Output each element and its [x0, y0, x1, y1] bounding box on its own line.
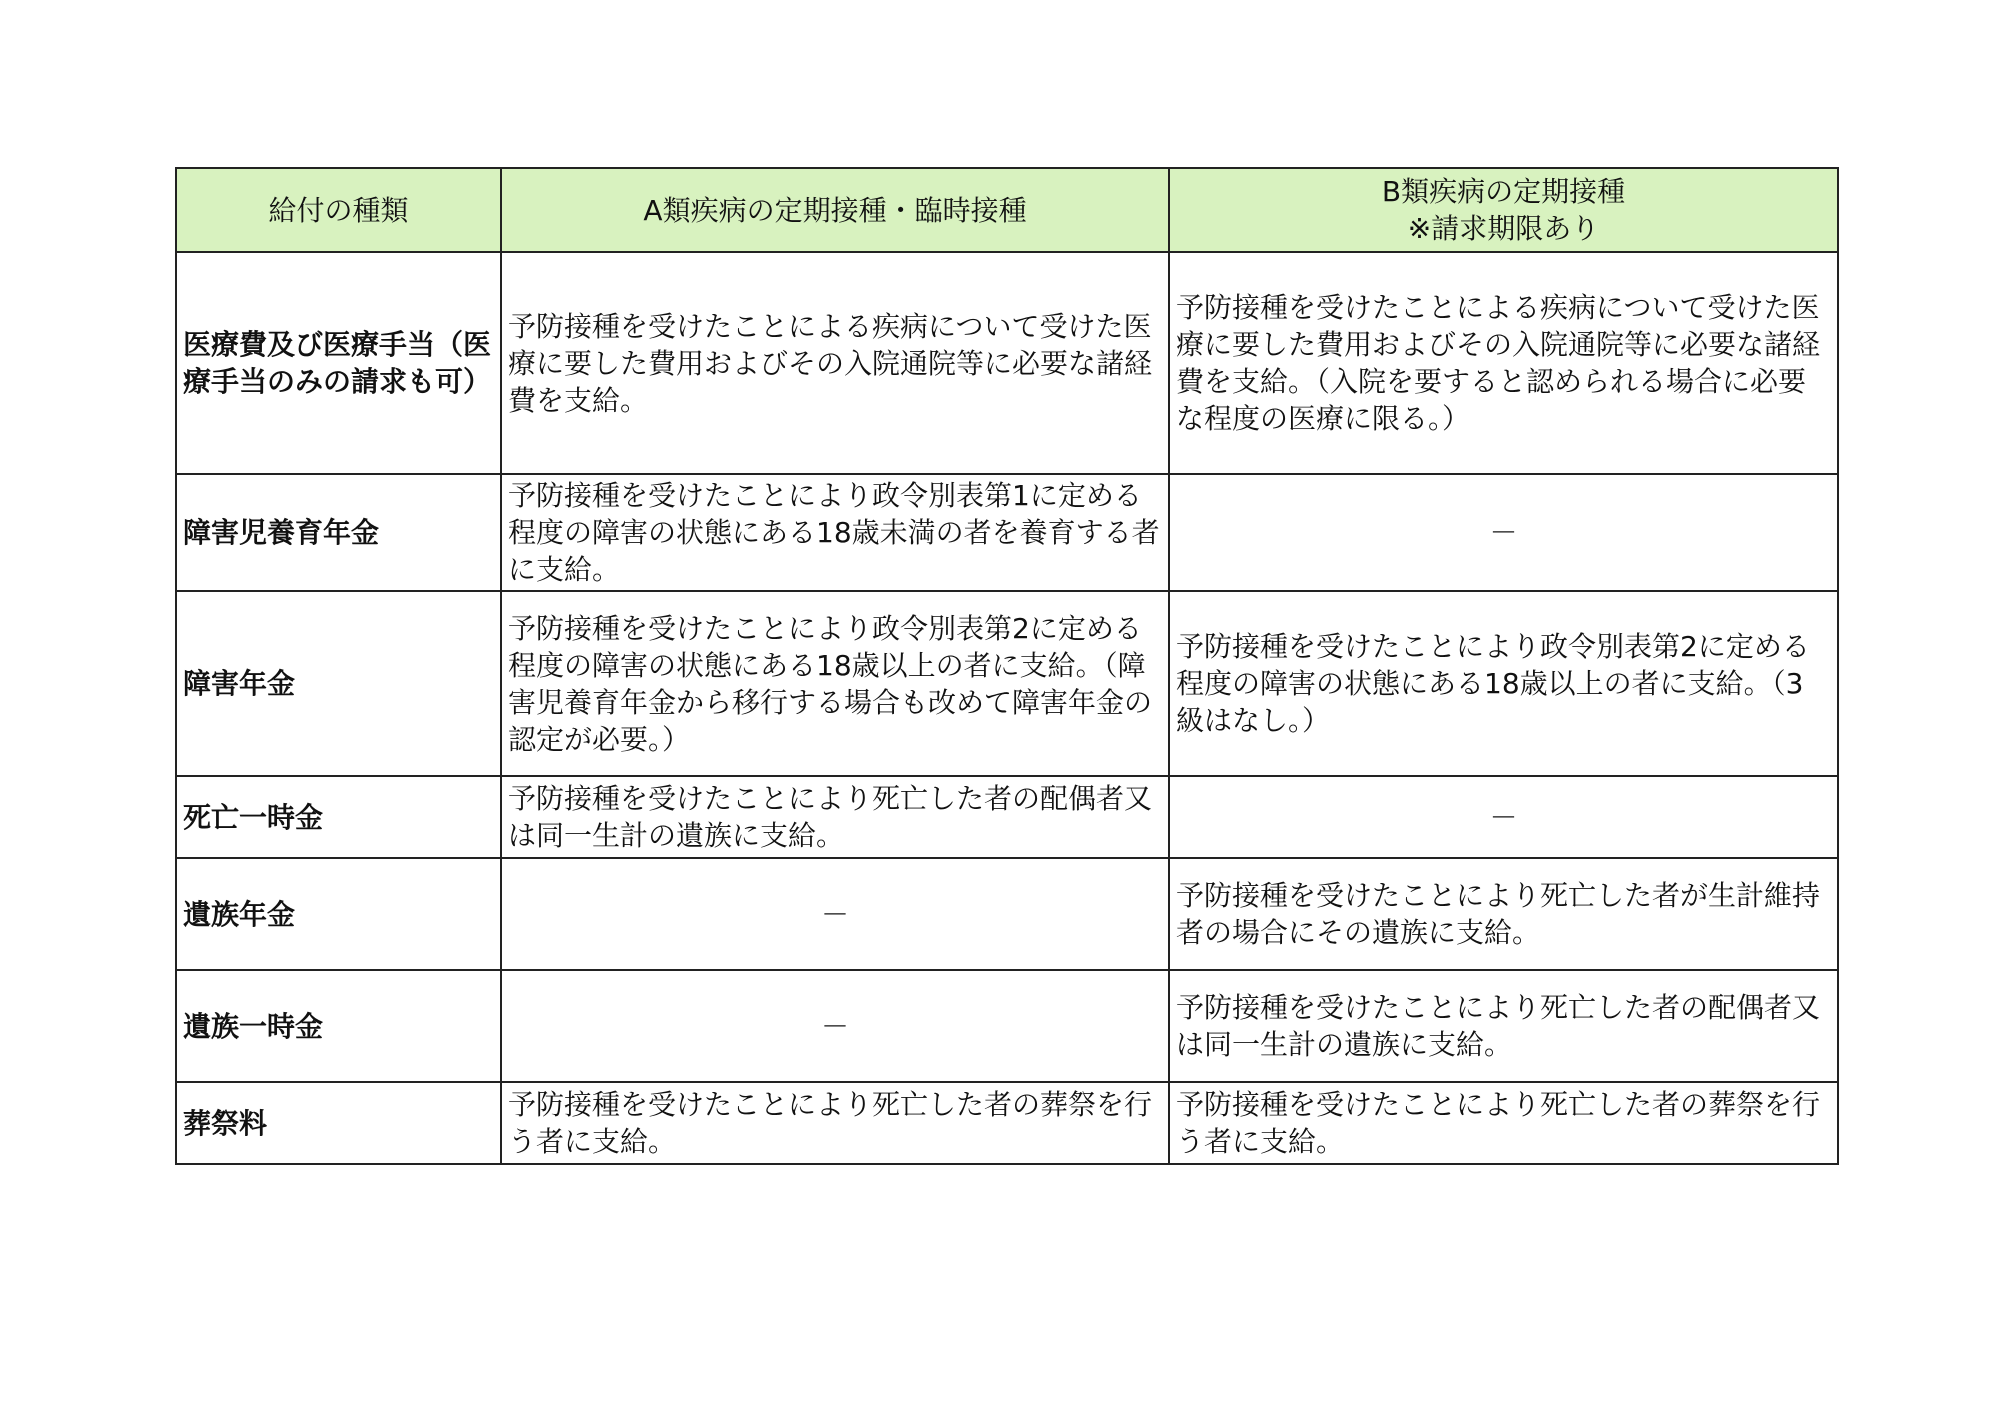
- table-row: [176, 858, 1838, 970]
- category-a-cell: 予防接種を受けたことによる疾病について受けた医療に要した費用およびその入院通院等に必要な諸経費を支給。: [501, 252, 1169, 474]
- header-category-b: [1169, 168, 1838, 252]
- table-row: [176, 776, 1838, 858]
- category-a-cell: 予防接種を受けたことにより死亡した者の配偶者又は同一生計の遺族に支給。: [501, 776, 1169, 858]
- benefit-type-cell: 障害児養育年金: [176, 474, 501, 591]
- category-a-cell: 予防接種を受けたことにより政令別表第1に定める程度の障害の状態にある18歳未満の者を養育する者に支給。: [501, 474, 1169, 591]
- category-a-cell: 予防接種を受けたことにより政令別表第2に定める程度の障害の状態にある18歳以上の者に支給。（障害児養育年金から移行する場合も改めて障害年金の認定が必要。）: [501, 591, 1169, 776]
- table-header: [176, 168, 1838, 252]
- header-category-b-title: B類疾病の定期接種: [1381, 175, 1626, 208]
- category-a-cell: －: [501, 970, 1169, 1082]
- header-category-b-note: ※請求期限あり: [1407, 212, 1600, 245]
- benefit-type-cell: 医療費及び医療手当（医療手当のみの請求も可）: [176, 252, 501, 474]
- table-row: [176, 591, 1838, 776]
- benefit-table: [175, 167, 1839, 1165]
- category-a-cell: －: [501, 858, 1169, 970]
- table-body: [176, 252, 1838, 1164]
- table-row: [176, 474, 1838, 591]
- category-b-cell: 予防接種を受けたことにより死亡した者が生計維持者の場合にその遺族に支給。: [1169, 858, 1838, 970]
- table-row: [176, 252, 1838, 474]
- table-row: [176, 1082, 1838, 1164]
- benefit-type-cell: 障害年金: [176, 591, 501, 776]
- category-b-cell: －: [1169, 776, 1838, 858]
- header-category-a: A類疾病の定期接種・臨時接種: [501, 168, 1169, 252]
- benefit-type-cell: 葬祭料: [176, 1082, 501, 1164]
- category-b-cell: 予防接種を受けたことにより死亡した者の葬祭を行う者に支給。: [1169, 1082, 1838, 1164]
- benefit-type-cell: 死亡一時金: [176, 776, 501, 858]
- category-a-cell: 予防接種を受けたことにより死亡した者の葬祭を行う者に支給。: [501, 1082, 1169, 1164]
- category-b-cell: 予防接種を受けたことにより政令別表第2に定める程度の障害の状態にある18歳以上の者に支給。（3級はなし。）: [1169, 591, 1838, 776]
- benefit-type-cell: 遺族一時金: [176, 970, 501, 1082]
- header-row: [176, 168, 1838, 252]
- category-b-cell: 予防接種を受けたことにより死亡した者の配偶者又は同一生計の遺族に支給。: [1169, 970, 1838, 1082]
- header-benefit-type: 給付の種類: [176, 168, 501, 252]
- category-b-cell: 予防接種を受けたことによる疾病について受けた医療に要した費用およびその入院通院等に必要な諸経費を支給。（入院を要すると認められる場合に必要な程度の医療に限る。）: [1169, 252, 1838, 474]
- table-row: [176, 970, 1838, 1082]
- benefit-type-cell: 遺族年金: [176, 858, 501, 970]
- category-b-cell: －: [1169, 474, 1838, 591]
